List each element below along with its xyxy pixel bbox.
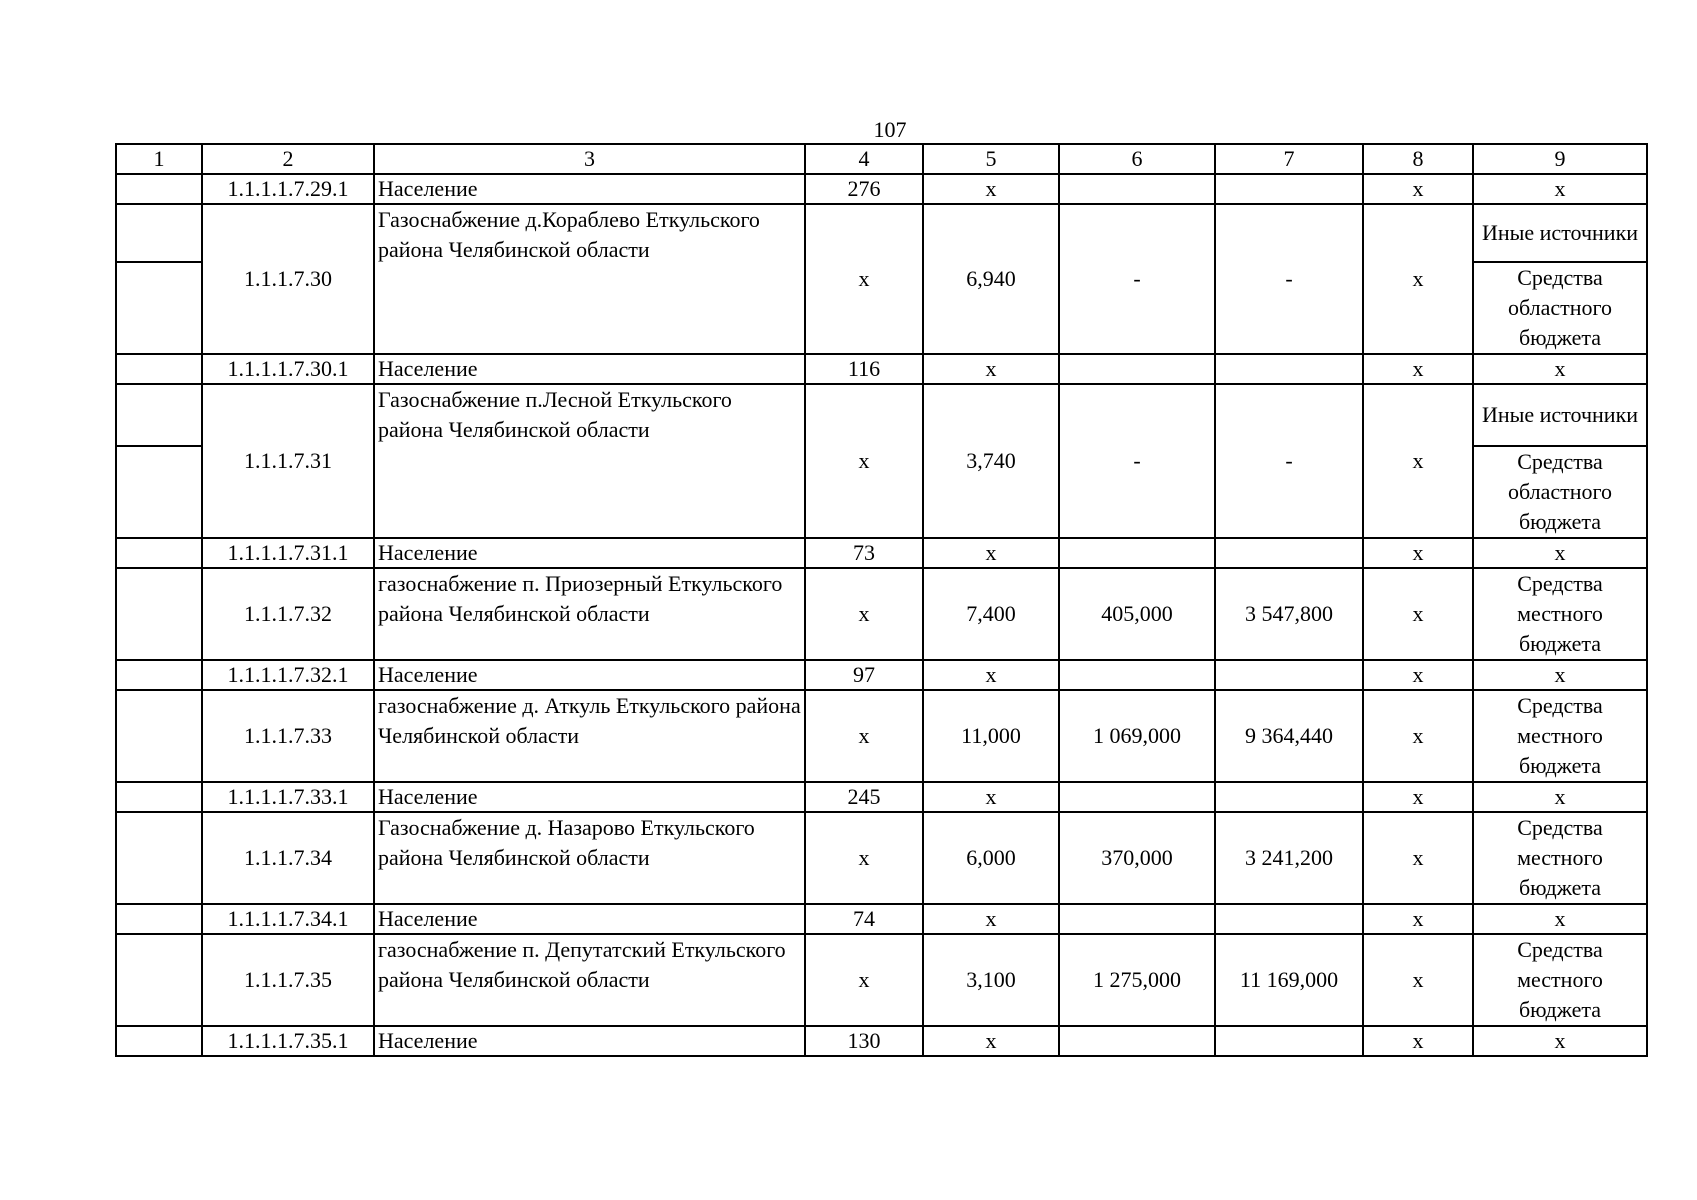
cell-col1 bbox=[116, 934, 202, 1026]
cell-col9: х bbox=[1473, 538, 1647, 568]
cell-col1 bbox=[116, 384, 202, 446]
cell-code: 1.1.1.7.35 bbox=[202, 934, 374, 1026]
cell-col4: х bbox=[805, 204, 923, 354]
cell-col4: 276 bbox=[805, 174, 923, 204]
cell-col4: 74 bbox=[805, 904, 923, 934]
table-row bbox=[116, 538, 1647, 568]
cell-name: Население bbox=[374, 174, 805, 204]
cell-name: газоснабжение п. Депутатский Еткульского района Челябинской области bbox=[374, 934, 805, 1026]
cell-col5: 6,940 bbox=[923, 204, 1059, 354]
cell-col1 bbox=[116, 446, 202, 538]
cell-col7: 11 169,000 bbox=[1215, 934, 1363, 1026]
cell-name: Газоснабжение п.Лесной Еткульского района Челябинской области bbox=[374, 384, 805, 538]
cell-col6 bbox=[1059, 538, 1215, 568]
table-row bbox=[116, 690, 1647, 782]
cell-col5: х bbox=[923, 660, 1059, 690]
cell-col1 bbox=[116, 690, 202, 782]
cell-col7 bbox=[1215, 1026, 1363, 1056]
cell-col6 bbox=[1059, 660, 1215, 690]
cell-col8: х bbox=[1363, 690, 1473, 782]
cell-col1 bbox=[116, 354, 202, 384]
cell-col7: 3 547,800 bbox=[1215, 568, 1363, 660]
cell-code: 1.1.1.7.30 bbox=[202, 204, 374, 354]
header-cell: 4 bbox=[805, 144, 923, 174]
cell-col8: х bbox=[1363, 204, 1473, 354]
cell-code: 1.1.1.7.34 bbox=[202, 812, 374, 904]
cell-col7 bbox=[1215, 174, 1363, 204]
cell-col4: 97 bbox=[805, 660, 923, 690]
table-row bbox=[116, 812, 1647, 904]
cell-col1 bbox=[116, 1026, 202, 1056]
cell-code: 1.1.1.1.7.33.1 bbox=[202, 782, 374, 812]
cell-col7 bbox=[1215, 660, 1363, 690]
cell-code: 1.1.1.7.31 bbox=[202, 384, 374, 538]
cell-col8: х bbox=[1363, 782, 1473, 812]
header-cell: 9 bbox=[1473, 144, 1647, 174]
cell-col4: 73 bbox=[805, 538, 923, 568]
cell-col8: х bbox=[1363, 660, 1473, 690]
cell-col8: х bbox=[1363, 538, 1473, 568]
cell-col5: 3,740 bbox=[923, 384, 1059, 538]
header-cell: 8 bbox=[1363, 144, 1473, 174]
cell-code: 1.1.1.1.7.34.1 bbox=[202, 904, 374, 934]
page-number: 107 bbox=[873, 117, 907, 142]
header-cell: 6 bbox=[1059, 144, 1215, 174]
table-row bbox=[116, 384, 1647, 446]
cell-col9: Средства местного бюджета bbox=[1473, 812, 1647, 904]
cell-col1 bbox=[116, 538, 202, 568]
cell-col4: х bbox=[805, 690, 923, 782]
cell-col1 bbox=[116, 660, 202, 690]
table-row bbox=[116, 1026, 1647, 1056]
cell-col4: х bbox=[805, 812, 923, 904]
data-table bbox=[115, 143, 1648, 1057]
cell-name: газоснабжение п. Приозерный Еткульского района Челябинской области bbox=[374, 568, 805, 660]
cell-col8: х bbox=[1363, 174, 1473, 204]
cell-col5: 3,100 bbox=[923, 934, 1059, 1026]
cell-col4: х bbox=[805, 568, 923, 660]
cell-col9-source-b: Средства областного бюджета bbox=[1473, 262, 1647, 354]
cell-code: 1.1.1.1.7.30.1 bbox=[202, 354, 374, 384]
cell-col7: - bbox=[1215, 384, 1363, 538]
cell-col8: х bbox=[1363, 1026, 1473, 1056]
cell-col6: 1 275,000 bbox=[1059, 934, 1215, 1026]
cell-col8: х bbox=[1363, 904, 1473, 934]
cell-name: Население bbox=[374, 538, 805, 568]
cell-col5: х bbox=[923, 1026, 1059, 1056]
cell-col4: х bbox=[805, 384, 923, 538]
cell-col4: 245 bbox=[805, 782, 923, 812]
cell-code: 1.1.1.1.7.31.1 bbox=[202, 538, 374, 568]
cell-name: Население bbox=[374, 660, 805, 690]
cell-col1 bbox=[116, 174, 202, 204]
cell-col8: х bbox=[1363, 354, 1473, 384]
cell-col6: - bbox=[1059, 384, 1215, 538]
cell-code: 1.1.1.1.7.29.1 bbox=[202, 174, 374, 204]
cell-col8: х bbox=[1363, 568, 1473, 660]
table-row bbox=[116, 934, 1647, 1026]
header-cell: 2 bbox=[202, 144, 374, 174]
cell-col4: 130 bbox=[805, 1026, 923, 1056]
cell-col6: 1 069,000 bbox=[1059, 690, 1215, 782]
header-cell: 3 bbox=[374, 144, 805, 174]
table-row bbox=[116, 204, 1647, 262]
cell-col6 bbox=[1059, 174, 1215, 204]
cell-col6: 370,000 bbox=[1059, 812, 1215, 904]
cell-col1 bbox=[116, 812, 202, 904]
cell-col8: х bbox=[1363, 384, 1473, 538]
cell-col5: х bbox=[923, 538, 1059, 568]
cell-col9: х bbox=[1473, 660, 1647, 690]
cell-col9: х bbox=[1473, 904, 1647, 934]
cell-col9-source-a: Иные источники bbox=[1473, 384, 1647, 446]
cell-col7 bbox=[1215, 904, 1363, 934]
cell-col6 bbox=[1059, 1026, 1215, 1056]
cell-col9: х bbox=[1473, 1026, 1647, 1056]
table-row bbox=[116, 354, 1647, 384]
cell-col8: х bbox=[1363, 812, 1473, 904]
cell-col9: х bbox=[1473, 174, 1647, 204]
cell-col9-source-b: Средства областного бюджета bbox=[1473, 446, 1647, 538]
cell-code: 1.1.1.7.33 bbox=[202, 690, 374, 782]
table-row bbox=[116, 174, 1647, 204]
table-row bbox=[116, 782, 1647, 812]
cell-col1 bbox=[116, 904, 202, 934]
cell-name: Население bbox=[374, 904, 805, 934]
cell-col9-source-a: Иные источники bbox=[1473, 204, 1647, 262]
header-cell: 7 bbox=[1215, 144, 1363, 174]
cell-code: 1.1.1.1.7.32.1 bbox=[202, 660, 374, 690]
header-cell: 1 bbox=[116, 144, 202, 174]
cell-col9: х bbox=[1473, 782, 1647, 812]
cell-col6 bbox=[1059, 904, 1215, 934]
cell-col7 bbox=[1215, 782, 1363, 812]
cell-col7 bbox=[1215, 538, 1363, 568]
cell-col5: х bbox=[923, 174, 1059, 204]
cell-col5: 7,400 bbox=[923, 568, 1059, 660]
cell-col7: 9 364,440 bbox=[1215, 690, 1363, 782]
cell-name: Газоснабжение д. Назарово Еткульского района Челябинской области bbox=[374, 812, 805, 904]
table-row bbox=[116, 904, 1647, 934]
cell-col9: Средства местного бюджета bbox=[1473, 690, 1647, 782]
cell-col4: 116 bbox=[805, 354, 923, 384]
cell-col5: х bbox=[923, 904, 1059, 934]
cell-col6: - bbox=[1059, 204, 1215, 354]
cell-code: 1.1.1.7.32 bbox=[202, 568, 374, 660]
cell-col6 bbox=[1059, 354, 1215, 384]
header-cell: 5 bbox=[923, 144, 1059, 174]
cell-col7 bbox=[1215, 354, 1363, 384]
cell-col6: 405,000 bbox=[1059, 568, 1215, 660]
table-row bbox=[116, 660, 1647, 690]
cell-col5: х bbox=[923, 782, 1059, 812]
cell-col7: 3 241,200 bbox=[1215, 812, 1363, 904]
cell-col1 bbox=[116, 204, 202, 262]
cell-col1 bbox=[116, 262, 202, 354]
cell-col8: х bbox=[1363, 934, 1473, 1026]
cell-col7: - bbox=[1215, 204, 1363, 354]
cell-col9: х bbox=[1473, 354, 1647, 384]
cell-col9: Средства местного бюджета bbox=[1473, 934, 1647, 1026]
cell-name: Газоснабжение д.Кораблево Еткульского района Челябинской области bbox=[374, 204, 805, 354]
cell-col6 bbox=[1059, 782, 1215, 812]
cell-name: Население bbox=[374, 782, 805, 812]
cell-name: газоснабжение д. Аткуль Еткульского района Челябинской области bbox=[374, 690, 805, 782]
cell-col5: 11,000 bbox=[923, 690, 1059, 782]
cell-col1 bbox=[116, 782, 202, 812]
header-row bbox=[116, 144, 1647, 174]
cell-col5: х bbox=[923, 354, 1059, 384]
cell-name: Население bbox=[374, 1026, 805, 1056]
cell-col5: 6,000 bbox=[923, 812, 1059, 904]
table-row bbox=[116, 568, 1647, 660]
cell-col9: Средства местного бюджета bbox=[1473, 568, 1647, 660]
cell-col1 bbox=[116, 568, 202, 660]
cell-code: 1.1.1.1.7.35.1 bbox=[202, 1026, 374, 1056]
cell-col4: х bbox=[805, 934, 923, 1026]
cell-name: Население bbox=[374, 354, 805, 384]
